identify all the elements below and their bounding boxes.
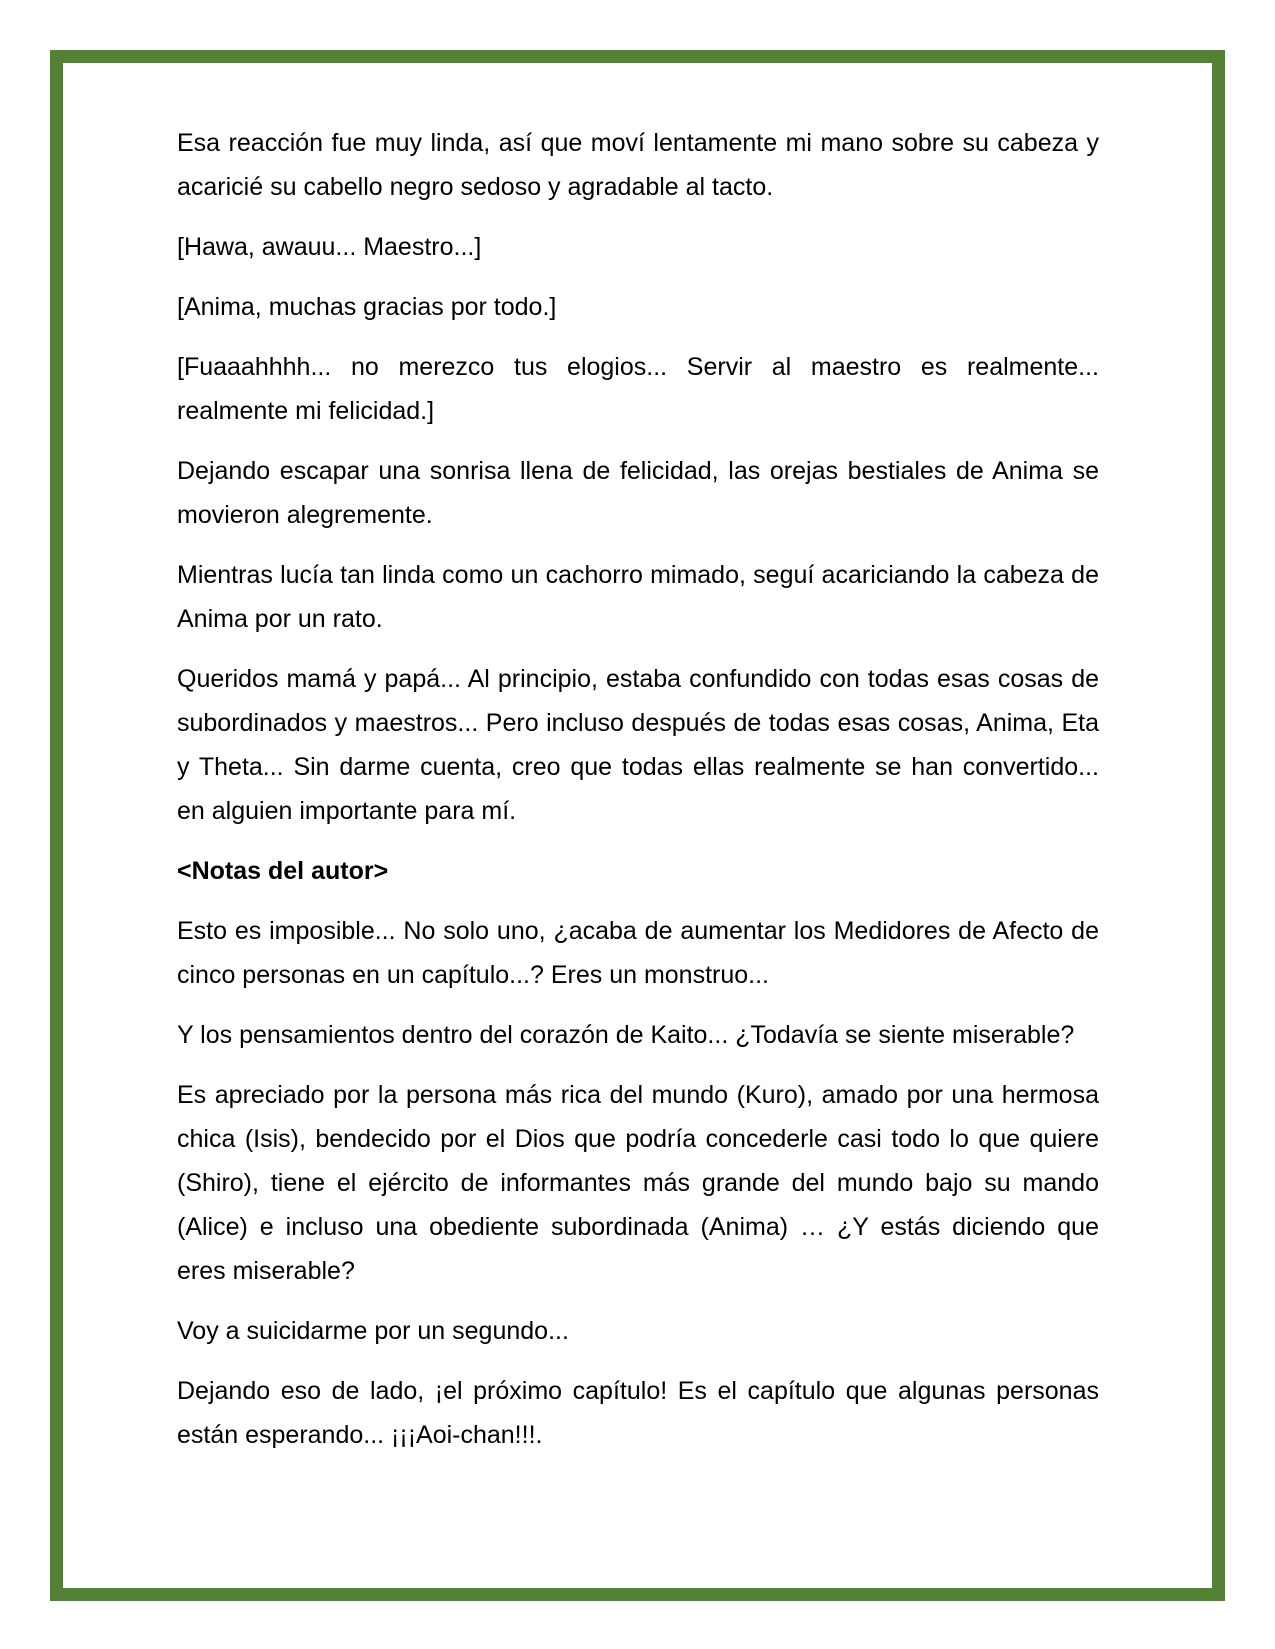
paragraph-12: Voy a suicidarme por un segundo... <box>177 1317 569 1345</box>
paragraph-5: Dejando escapar una sonrisa llena de felicidad, las orejas bestiales de Anima se movieron alegremente. <box>177 457 1099 529</box>
paragraph-4: [Fuaaahhhh... no merezco tus elogios... Servir al maestro es realmente... realmente mi felicidad.] <box>177 353 1099 425</box>
paragraph-10: Y los pensamientos dentro del corazón de Kaito... ¿Todavía se siente miserable? <box>177 1021 1075 1049</box>
paragraph-3: [Anima, muchas gracias por todo.] <box>177 293 557 321</box>
document-body <box>177 121 1099 1473</box>
paragraph-6: Mientras lucía tan linda como un cachorro mimado, seguí acariciando la cabeza de Anima por un rato. <box>177 561 1099 633</box>
paragraph-2: [Hawa, awauu... Maestro...] <box>177 233 482 261</box>
paragraph-9: Esto es imposible... No solo uno, ¿acaba de aumentar los Medidores de Afecto de cinco personas en un capítulo...? Eres un monstruo... <box>177 917 1099 989</box>
author-notes-heading: <Notas del autor> <box>177 857 389 885</box>
paragraph-7: Queridos mamá y papá... Al principio, estaba confundido con todas esas cosas de subordinados y maestros... Pero incluso después de todas esas cosas, Anima, Eta y Theta... Sin darme cuenta, creo que todas ellas realmente se han convertido... en alguien importante para mí. <box>177 665 1099 825</box>
paragraph-13: Dejando eso de lado, ¡el próximo capítulo! Es el capítulo que algunas personas están esperando... ¡¡¡Aoi-chan!!!. <box>177 1377 1099 1449</box>
paragraph-1: Esa reacción fue muy linda, así que moví lentamente mi mano sobre su cabeza y acaricié su cabello negro sedoso y agradable al tacto. <box>177 129 1099 201</box>
paragraph-11: Es apreciado por la persona más rica del mundo (Kuro), amado por una hermosa chica (Isis), bendecido por el Dios que podría concederle casi todo lo que quiere (Shiro), tiene el ejército de informantes más grande del mundo bajo su mando (Alice) e incluso una obediente subordinada (Anima) … ¿Y estás diciendo que eres miserable? <box>177 1081 1099 1285</box>
